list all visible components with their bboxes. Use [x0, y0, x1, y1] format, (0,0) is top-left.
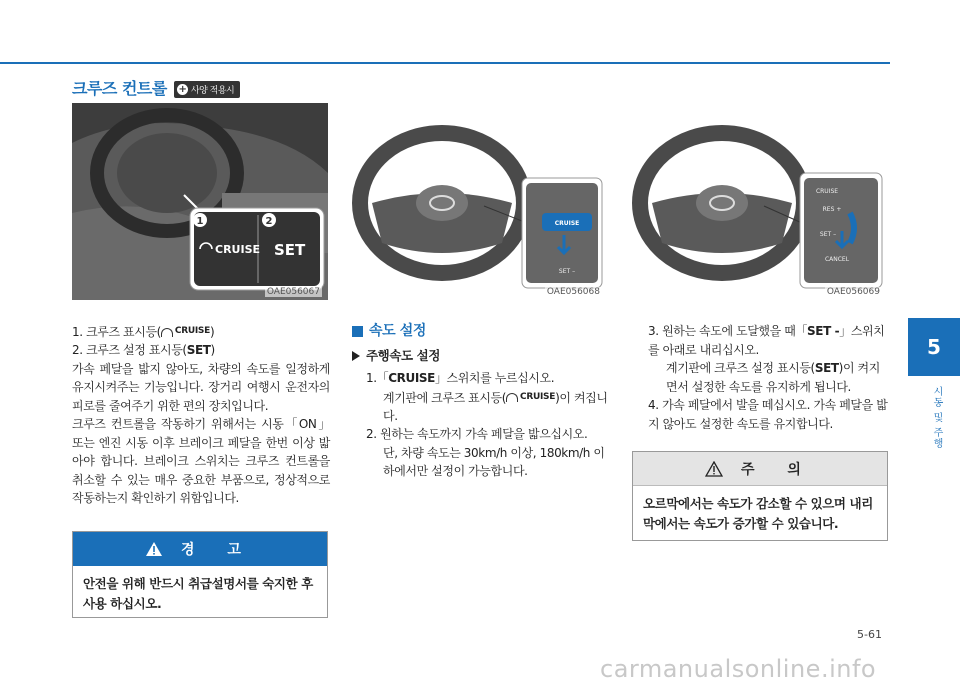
page-title [72, 76, 240, 99]
triangle-bullet-icon [352, 351, 360, 361]
chapter-tab[interactable]: 5 [908, 318, 960, 376]
step-4: 4. 가속 페달에서 발을 떼십시오. 가속 페달을 밟지 않아도 설정한 속도를 유지합니다. [648, 398, 888, 431]
photo-steering-1 [352, 103, 608, 300]
warning-header [73, 532, 327, 566]
btn-set-label: SET – [558, 268, 576, 275]
indicator-item-2: 2. 크루즈 설정 표시등(SET) [72, 343, 215, 358]
marker-2: 2 [265, 216, 273, 227]
caution-body: 오르막에서는 속도가 감소할 수 있으며 내리막에서는 속도가 증가할 수 있습니다. [643, 496, 873, 531]
indicator-item-1: 1. 크루즈 표시등( CRUISE ) [72, 322, 330, 341]
warning-box [72, 531, 328, 618]
marker-1: 1 [196, 216, 204, 227]
step-3-detail: 계기판에 크루즈 설정 표시등(SET)이 켜지면서 설정한 속도를 유지하게 됩니다. [666, 361, 880, 394]
photo-steering-2 [632, 103, 888, 300]
step-2: 2. 원하는 속도까지 가속 페달을 밟으십시오. [366, 427, 588, 442]
btn-res-label: RES + [822, 206, 842, 213]
step-1: 1.「CRUISE」스위치를 누르십시오. [366, 371, 555, 385]
section-heading: 속도 설정 [352, 322, 614, 341]
cruise-indicator-inline: CRUISE [506, 388, 555, 407]
photo-code: OAE056069 [826, 287, 880, 297]
caution-triangle-icon [705, 461, 723, 477]
step-1-detail: 계기판에 크루즈 표시등( CRUISE )이 켜집니다. [352, 388, 614, 426]
watermark: carmanualsonline.info [600, 655, 877, 683]
caution-header [633, 452, 887, 486]
btn-cruise-label: CRUISE [815, 188, 839, 195]
caution-box [632, 451, 888, 541]
warning-title: 경 고 [181, 542, 255, 558]
header-rule [0, 62, 890, 64]
description-para-2: 크루즈 컨트롤을 작동하기 위해서는 시동「ON」 또는 엔진 시동 이후 브레이크 페달을 한번 이상 밟아야 합니다. 브레이크 스위치는 크루즈 컨트롤을 취소할 수 있는 매우 중요한 부품으로, 정상적으로 작동하는지 확인하기 위함입니다. [72, 417, 330, 506]
cruise-icon [161, 328, 173, 337]
cruise-icon [506, 393, 518, 402]
cruise-indicator-inline: CRUISE [161, 322, 210, 341]
btn-cancel-label: CANCEL [824, 256, 850, 263]
photo-code: OAE056068 [546, 287, 600, 297]
photo-code: OAE056067 [266, 287, 320, 297]
page-title-text: 크루즈 컨트롤 [72, 79, 167, 98]
btn-cruise-label: CRUISE [554, 220, 580, 227]
set-lamp-label: SET [274, 241, 306, 259]
dashboard-illustration [72, 103, 328, 300]
step-2-detail: 단, 차량 속도는 30km/h 이상, 180km/h 이하에서만 설정이 가능합니다. [383, 445, 605, 479]
chapter-title: 시동 및 주행 [931, 386, 942, 450]
warning-triangle-icon [145, 541, 163, 557]
steering-illustration [352, 103, 608, 300]
description-para-1: 가속 페달을 밟지 않아도, 차량의 속도를 일정하게 유지시켜주는 기능입니다. 장거리 여행시 운전자의 피로를 줄여주기 위한 편의 장치입니다. [72, 361, 330, 413]
page-number: 5-61 [857, 628, 882, 641]
left-column [72, 322, 330, 508]
option-tag [174, 81, 240, 98]
steering-illustration [632, 103, 888, 300]
warning-body: 안전을 위해 반드시 취급설명서를 숙지한 후 사용 하십시오. [83, 576, 313, 611]
step-3: 3. 원하는 속도에 도달했을 때「SET -」스위치를 아래로 내리십시오. [648, 324, 885, 357]
middle-column [352, 322, 614, 481]
plus-icon: + [178, 84, 187, 95]
section-square-icon [352, 326, 363, 337]
cruise-lamp-label: CRUISE [215, 243, 261, 256]
option-tag-label: 사양 적용시 [190, 86, 235, 96]
btn-set-label: SET – [819, 231, 837, 238]
sub-heading: 주행속도 설정 [352, 347, 614, 366]
caution-title: 주 의 [741, 461, 815, 478]
photo-dashboard [72, 103, 328, 300]
right-column [634, 322, 890, 433]
